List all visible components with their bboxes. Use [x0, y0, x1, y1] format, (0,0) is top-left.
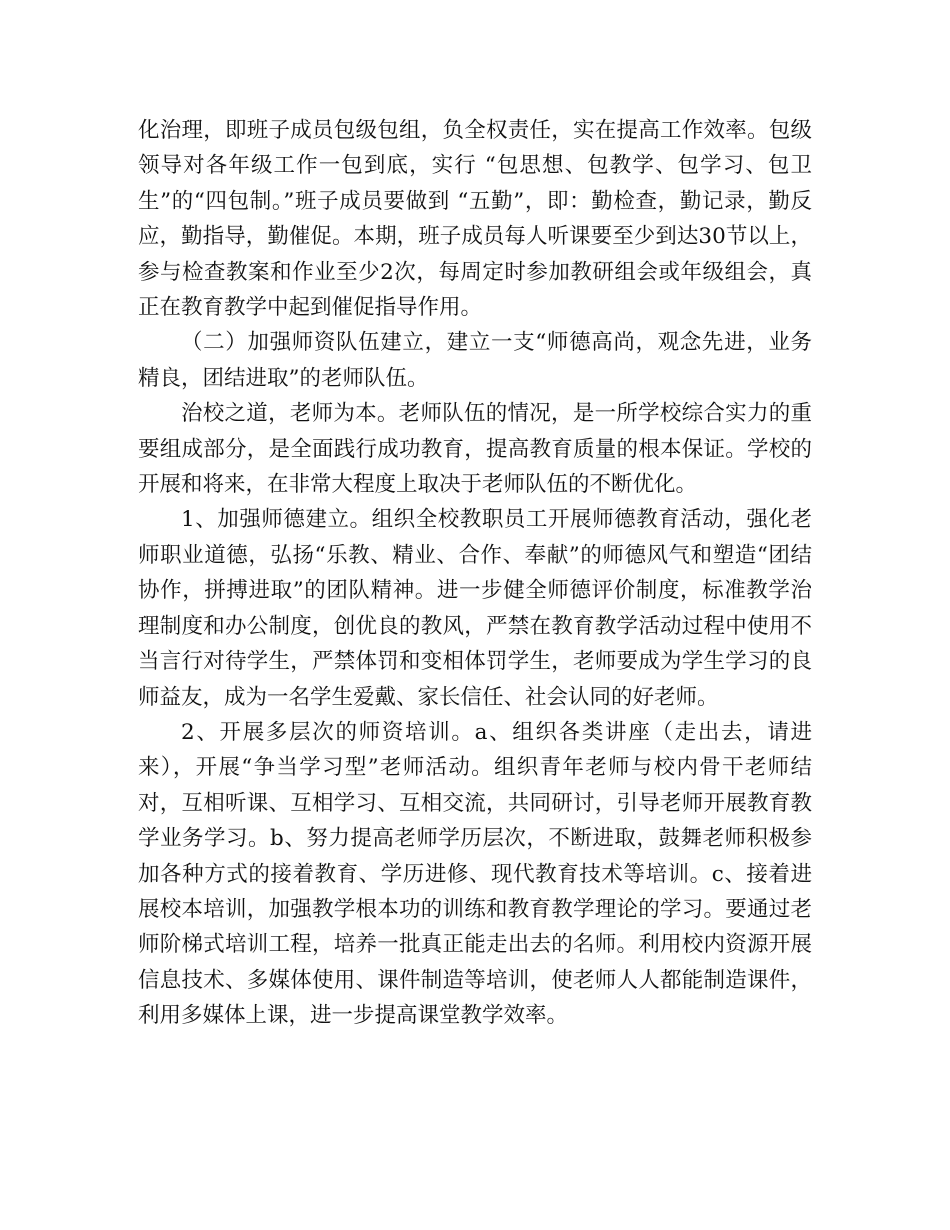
- paragraph-section-heading: （二）加强师资队伍建立，建立一支“师德高尚，观念先进，业务精良，团结进取”的老师队伍。: [138, 330, 812, 391]
- paragraph-intro: 治校之道，老师为本。老师队伍的情况，是一所学校综合实力的重要组成部分，是全面践行成功教育，提高教育质量的根本保证。学校的开展和将来，在非常大程度上取决于老师队伍的不断优化。: [138, 401, 812, 498]
- paragraph-item-1: 1、加强师德建立。组织全校教职员工开展师德教育活动，强化老师职业道德，弘扬“乐教、精业、合作、奉献”的师德风气和塑造“团结协作，拼搏进取”的团队精神。进一步健全师德评价制度，标准教学治理制度和办公制度，创优良的教风，严禁在教育教学活动过程中使用不当言行对待学生，严禁体罚和变相体罚学生，老师要成为学生学习的良师益友，成为一名学生爱戴、家长信任、社会认同的好老师。: [138, 507, 812, 710]
- document-body: [138, 113, 812, 1034]
- paragraph-continuation: 化治理，即班子成员包级包组，负全权责任，实在提高工作效率。包级领导对各年级工作一包到底，实行 “包思想、包教学、包学习、包卫生”的“四包制。”班子成员要做到 “五勤”，即：勤检查，勤记录，勤反应，勤指导，勤催促。本期，班子成员每人听课要至少到达30节以上，参与检查教案和作业至少2次，每周定时参加教研组会或年级组会，真正在教育教学中起到催促指导作用。: [138, 118, 812, 321]
- paragraph-item-2: 2、开展多层次的师资培训。a、组织各类讲座（走出去，请进来），开展“争当学习型”老师活动。组织青年老师与校内骨干老师结对，互相听课、互相学习、互相交流，共同研讨，引导老师开展教育教学业务学习。b、努力提高老师学历层次，不断进取，鼓舞老师积极参加各种方式的接着教育、学历进修、现代教育技术等培训。c、接着进展校本培训，加强教学根本功的训练和教育教学理论的学习。要通过老师阶梯式培训工程，培养一批真正能走出去的名师。利用校内资源开展信息技术、多媒体使用、课件制造等培训，使老师人人都能制造课件，利用多媒体上课，进一步提高课堂教学效率。: [138, 719, 812, 1029]
